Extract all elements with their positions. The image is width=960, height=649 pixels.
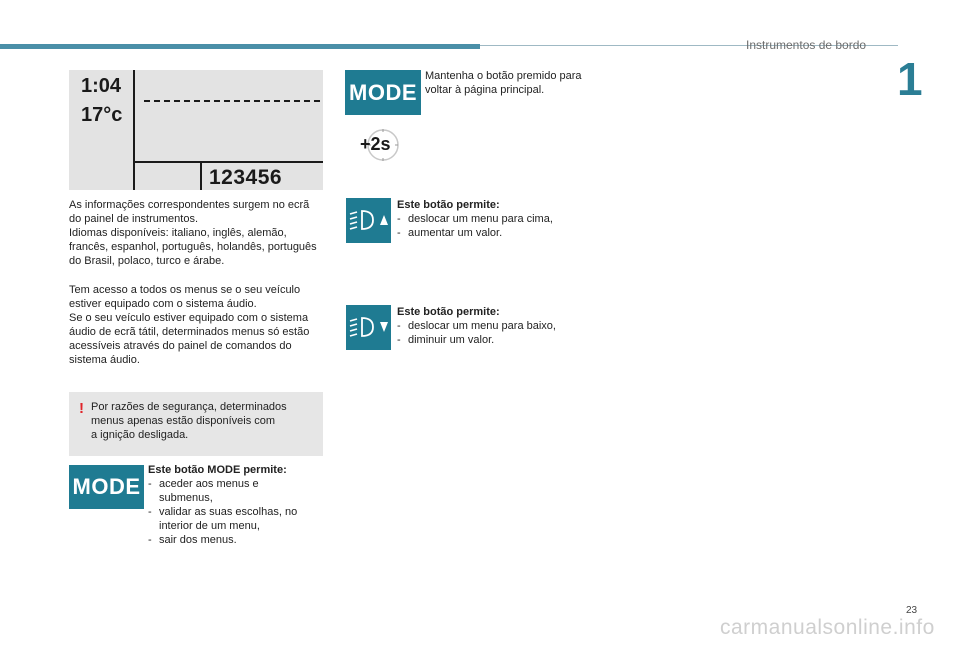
down-description — [397, 305, 597, 347]
mode-button-icon: MODE — [69, 465, 144, 509]
chapter-number: 1 — [897, 53, 923, 105]
down-list — [397, 319, 597, 347]
display-divider — [135, 161, 323, 163]
display-temperature: 17°c — [81, 104, 123, 126]
warning-box — [69, 392, 323, 456]
display-time: 1:04 — [81, 75, 122, 97]
mode-description — [148, 463, 328, 547]
paragraph-languages: As informações correspondentes surgem no ecrã do painel de instrumentos. Idiomas disponíveis: italiano, inglês, alemão, francês, espanhol, português, holandês, português do Brasil, polaco, turco e árabe. — [69, 199, 317, 267]
watermark: carmanualsonline.info — [720, 616, 935, 639]
warning-icon: ! — [79, 400, 84, 417]
display-dashed-line — [144, 100, 320, 102]
mode-list — [148, 477, 328, 547]
up-description — [397, 198, 597, 240]
long-press-icon — [356, 126, 404, 164]
list-item: - deslocar um menu para cima, — [397, 212, 597, 226]
list-item: - aumentar um valor. — [397, 226, 597, 240]
mode-title: Este botão MODE permite: — [148, 464, 287, 476]
display-divider — [200, 161, 202, 190]
instrument-display-illustration — [69, 70, 323, 190]
down-title: Este botão permite: — [397, 306, 500, 318]
section-title: Instrumentos de bordo — [746, 38, 867, 52]
header-bar — [0, 44, 480, 49]
display-divider — [133, 70, 135, 190]
up-list — [397, 212, 597, 240]
paragraph-audio: Tem acesso a todos os menus se o seu veículo estiver equipado com o sistema áudio. Se o seu veículo estiver equipado com o sistema áudio de ecrã tátil, determinados menus só estão acessíveis através do painel de comandos do sistema áudio. — [69, 284, 310, 366]
menu-up-button-icon — [346, 198, 391, 243]
list-item: - deslocar um menu para baixo, — [397, 319, 597, 333]
list-item: - sair dos menus. — [148, 533, 328, 547]
hold-description: Mantenha o botão premido para voltar à página principal. — [425, 70, 582, 96]
list-item: - diminuir um valor. — [397, 333, 597, 347]
display-odometer: 123456 — [209, 166, 283, 189]
warning-text: Por razões de segurança, determinados menus apenas estão disponíveis com a ignição desligada. — [91, 401, 287, 441]
hold-badge: +2s — [360, 134, 391, 154]
up-title: Este botão permite: — [397, 199, 500, 211]
menu-down-button-icon — [346, 305, 391, 350]
page-number: 23 — [906, 605, 918, 616]
mode-button-icon: MODE — [345, 70, 421, 115]
list-item: - validar as suas escolhas, no interior de um menu, — [148, 505, 328, 533]
list-item: - aceder aos menus e submenus, — [148, 477, 328, 505]
